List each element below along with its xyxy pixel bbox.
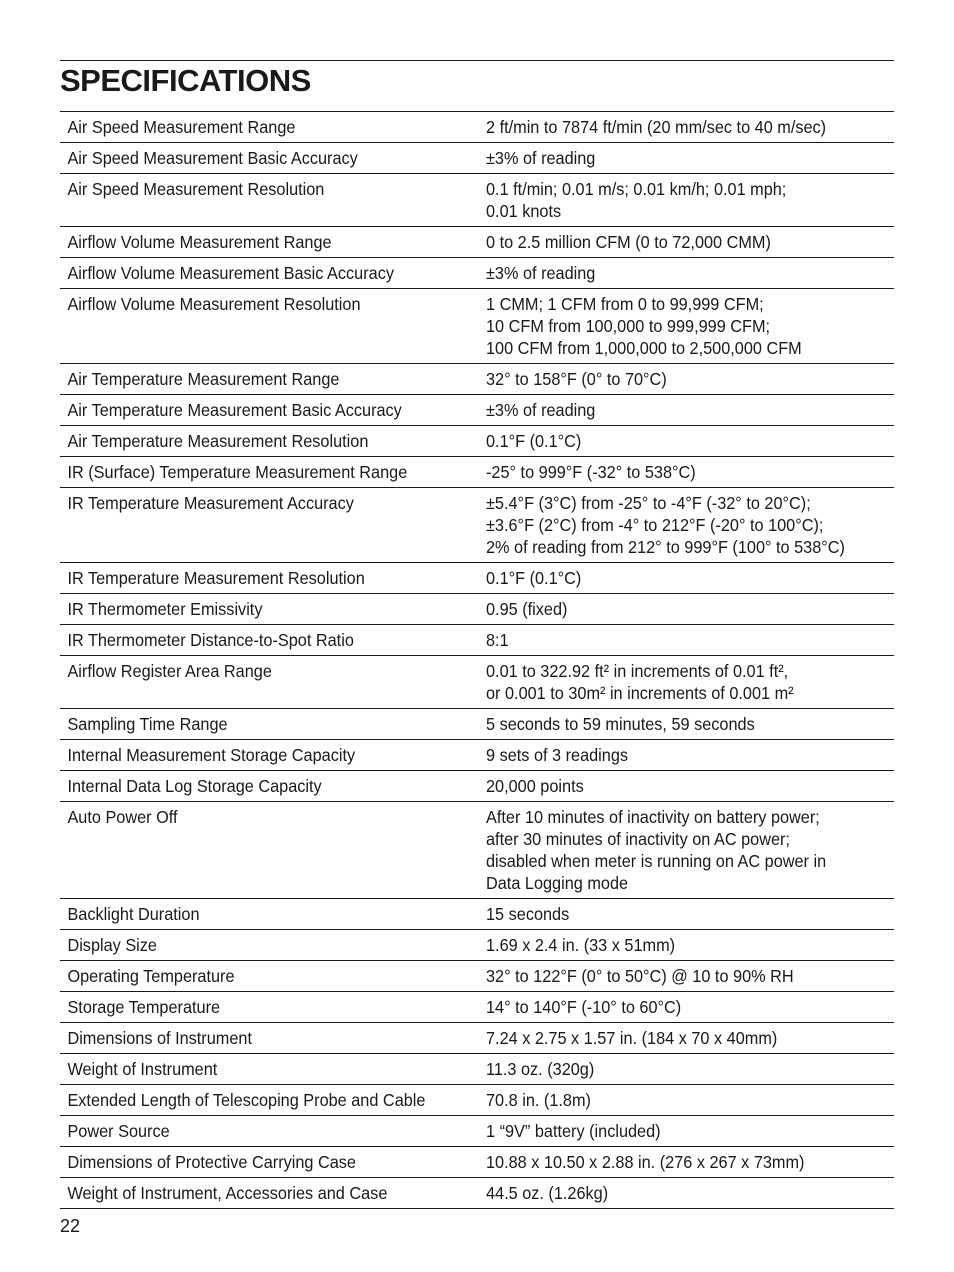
spec-label: IR Thermometer Emissivity: [67, 599, 263, 619]
table-row: [60, 364, 894, 395]
table-row: [60, 1178, 894, 1209]
spec-label: Air Speed Measurement Range: [67, 117, 296, 137]
spec-label: Power Source: [67, 1121, 170, 1141]
spec-label: Backlight Duration: [67, 904, 200, 924]
spec-value: 20,000 points: [486, 776, 584, 796]
spec-value: 32° to 158°F (0° to 70°C): [486, 369, 667, 389]
table-row: [60, 930, 894, 961]
table-row: [60, 289, 894, 364]
table-row: [60, 1147, 894, 1178]
spec-value: 2 ft/min to 7874 ft/min (20 mm/sec to 40 m/sec): [486, 117, 827, 137]
spec-label: IR Thermometer Distance-to-Spot Ratio: [67, 630, 354, 650]
table-row: [60, 656, 894, 709]
spec-label: Air Temperature Measurement Range: [67, 369, 340, 389]
spec-label: Display Size: [67, 935, 157, 955]
table-row: [60, 899, 894, 930]
spec-label: Air Speed Measurement Basic Accuracy: [67, 148, 358, 168]
spec-label: Extended Length of Telescoping Probe and Cable: [67, 1090, 426, 1110]
table-row: [60, 992, 894, 1023]
table-row: [60, 1116, 894, 1147]
spec-label: Airflow Volume Measurement Basic Accuracy: [67, 263, 394, 283]
table-row: [60, 563, 894, 594]
spec-value: 0.1°F (0.1°C): [486, 568, 582, 588]
table-row: [60, 1023, 894, 1054]
table-row: [60, 802, 894, 899]
page-number: 22: [60, 1216, 81, 1236]
spec-value: After 10 minutes of inactivity on battery power; after 30 minutes of inactivity on AC power; disabled when meter is running on AC power in Data Logging mode: [486, 807, 827, 893]
spec-label: Air Speed Measurement Resolution: [67, 179, 325, 199]
table-row: [60, 227, 894, 258]
table-row: [60, 174, 894, 227]
spec-label: IR (Surface) Temperature Measurement Range: [67, 462, 408, 482]
spec-label: Airflow Register Area Range: [67, 661, 272, 681]
spec-value: ±3% of reading: [486, 148, 596, 168]
spec-label: Internal Measurement Storage Capacity: [67, 745, 356, 765]
spec-value: 9 sets of 3 readings: [486, 745, 629, 765]
spec-value: ±3% of reading: [486, 263, 596, 283]
table-row: [60, 740, 894, 771]
top-rule: [60, 60, 894, 61]
spec-value: 70.8 in. (1.8m): [486, 1090, 591, 1110]
table-row: [60, 625, 894, 656]
spec-value: 0.1 ft/min; 0.01 m/s; 0.01 km/h; 0.01 mph; 0.01 knots: [486, 179, 787, 221]
spec-label: Weight of Instrument: [67, 1059, 218, 1079]
table-row: [60, 1054, 894, 1085]
spec-value: 8:1: [486, 630, 509, 650]
spec-value: 0.1°F (0.1°C): [486, 431, 582, 451]
spec-label: Operating Temperature: [67, 966, 235, 986]
spec-value: 1 CMM; 1 CFM from 0 to 99,999 CFM; 10 CFM from 100,000 to 999,999 CFM; 100 CFM from 1,000,000 to 2,500,000 CFM: [486, 294, 802, 358]
spec-label: Weight of Instrument, Accessories and Case: [67, 1183, 388, 1203]
spec-value: 0.95 (fixed): [486, 599, 568, 619]
table-row: [60, 961, 894, 992]
spec-value: -25° to 999°F (-32° to 538°C): [486, 462, 696, 482]
spec-value: ±5.4°F (3°C) from -25° to -4°F (-32° to 20°C); ±3.6°F (2°C) from -4° to 212°F (-20° to 100°C); 2% of reading from 212° to 999°F (100° to 538°C): [486, 493, 845, 557]
spec-value: 1 “9V” battery (included): [486, 1121, 661, 1141]
spec-value: 0 to 2.5 million CFM (0 to 72,000 CMM): [486, 232, 771, 252]
table-row: [60, 709, 894, 740]
table-row: [60, 457, 894, 488]
table-row: [60, 258, 894, 289]
spec-label: Dimensions of Protective Carrying Case: [67, 1152, 356, 1172]
page-title: SPECIFICATIONS: [60, 63, 311, 98]
spec-value: 32° to 122°F (0° to 50°C) @ 10 to 90% RH: [486, 966, 794, 986]
spec-value: 44.5 oz. (1.26kg): [486, 1183, 609, 1203]
spec-label: IR Temperature Measurement Resolution: [67, 568, 365, 588]
spec-value: 14° to 140°F (-10° to 60°C): [486, 997, 682, 1017]
spec-value: 7.24 x 2.75 x 1.57 in. (184 x 70 x 40mm): [486, 1028, 778, 1048]
table-row: [60, 426, 894, 457]
table-row: [60, 112, 894, 143]
table-row: [60, 594, 894, 625]
table-row: [60, 1085, 894, 1116]
spec-value: ±3% of reading: [486, 400, 596, 420]
table-row: [60, 488, 894, 563]
spec-value: 10.88 x 10.50 x 2.88 in. (276 x 267 x 73mm): [486, 1152, 805, 1172]
spec-label: Storage Temperature: [67, 997, 221, 1017]
spec-value: 1.69 x 2.4 in. (33 x 51mm): [486, 935, 676, 955]
spec-label: Air Temperature Measurement Resolution: [67, 431, 369, 451]
table-row: [60, 143, 894, 174]
spec-label: Sampling Time Range: [67, 714, 228, 734]
spec-label: Dimensions of Instrument: [67, 1028, 252, 1048]
spec-label: Airflow Volume Measurement Resolution: [67, 294, 361, 314]
spec-label: Internal Data Log Storage Capacity: [67, 776, 322, 796]
spec-label: Auto Power Off: [67, 807, 178, 827]
spec-value: 11.3 oz. (320g): [486, 1059, 595, 1079]
spec-label: Air Temperature Measurement Basic Accuracy: [67, 400, 402, 420]
spec-value: 5 seconds to 59 minutes, 59 seconds: [486, 714, 755, 734]
spec-value: 0.01 to 322.92 ft² in increments of 0.01 ft², or 0.001 to 30m² in increments of 0.001 m²: [486, 661, 794, 703]
spec-label: IR Temperature Measurement Accuracy: [67, 493, 354, 513]
table-row: [60, 395, 894, 426]
table-row: [60, 771, 894, 802]
spec-value: 15 seconds: [486, 904, 570, 924]
specifications-table: [60, 111, 894, 1209]
spec-label: Airflow Volume Measurement Range: [67, 232, 332, 252]
